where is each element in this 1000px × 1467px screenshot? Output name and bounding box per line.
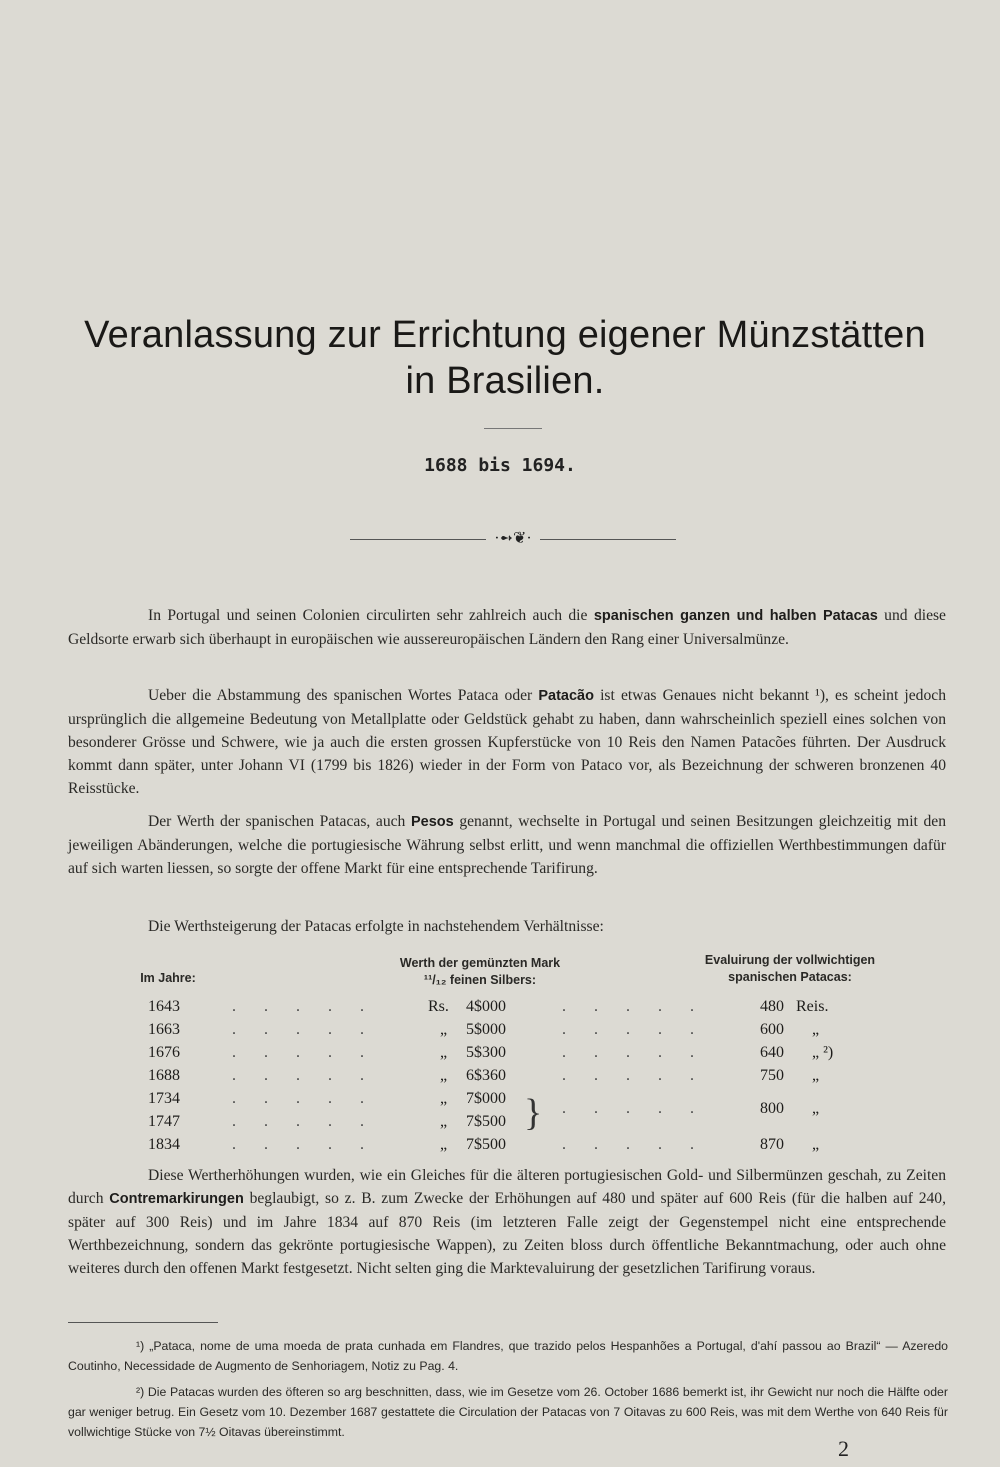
title-divider bbox=[484, 428, 542, 429]
row-unit: „ bbox=[812, 1067, 820, 1084]
row-unit: Reis. bbox=[796, 998, 829, 1015]
row-unit: „ bbox=[812, 1021, 820, 1038]
row-unit: „ bbox=[812, 1136, 820, 1153]
row-prefix: Rs. bbox=[428, 998, 449, 1015]
table-header-mark bbox=[360, 955, 600, 989]
ornament-rule-left bbox=[350, 539, 486, 540]
row-reis-value: 870 bbox=[760, 1136, 784, 1153]
title-line-2: in Brasilien. bbox=[405, 360, 605, 402]
ornament-rule-right bbox=[540, 539, 676, 540]
row-dots-left: . . . . . bbox=[232, 1136, 364, 1153]
table-header-year: Im Jahre: bbox=[140, 971, 196, 985]
table-row bbox=[0, 1136, 1000, 1159]
paragraph-1-text-a: In Portugal und seinen Colonien circulirten sehr zahlreich auch die bbox=[148, 607, 594, 624]
paragraph-3 bbox=[68, 810, 946, 880]
row-mark-value: 4$000 bbox=[466, 998, 506, 1015]
period-subtitle: 1688 bis 1694. bbox=[424, 455, 576, 476]
paragraph-5-text-a: Diese Wertherhöhungen wurden, wie ein Gleiches für die älteren portugiesischen Gold- und Silbermünzen geschah, zu Zeiten durch bbox=[68, 1167, 946, 1207]
merge-brace: } bbox=[524, 1092, 543, 1134]
paragraph-4: Die Werthsteigerung der Patacas erfolgte in nachstehendem Verhältnisse: bbox=[148, 918, 604, 935]
row-prefix: „ bbox=[440, 1136, 448, 1153]
row-reis-value: 480 bbox=[760, 998, 784, 1015]
row-mark-value: 5$300 bbox=[466, 1044, 506, 1061]
table-header-mark-line-2: ¹¹/₁₂ feinen Silbers: bbox=[423, 973, 537, 987]
row-dots-right: . . . . . bbox=[562, 1044, 694, 1061]
table-row bbox=[0, 1067, 1000, 1090]
row-prefix: „ bbox=[440, 1113, 448, 1130]
row-unit: „ bbox=[812, 1100, 820, 1117]
paragraph-5-bold: Contremarkirungen bbox=[109, 1191, 244, 1207]
paragraph-2-text-a: Ueber die Abstammung des spanischen Wortes Pataca oder bbox=[148, 687, 539, 704]
row-unit: „ ²) bbox=[812, 1044, 834, 1061]
row-prefix: „ bbox=[440, 1090, 448, 1107]
row-reis-value: 640 bbox=[760, 1044, 784, 1061]
row-dots-left: . . . . . bbox=[232, 1044, 364, 1061]
row-reis-value: 750 bbox=[760, 1067, 784, 1084]
row-dots-left: . . . . . bbox=[232, 1113, 364, 1130]
table-header-eval-line-2: spanischen Patacas: bbox=[728, 970, 852, 984]
paragraph-1 bbox=[68, 604, 946, 651]
row-dots-left: . . . . . bbox=[232, 1067, 364, 1084]
paragraph-2 bbox=[68, 684, 946, 800]
row-year: 1688 bbox=[148, 1067, 180, 1084]
page-number: 2 bbox=[838, 1436, 849, 1461]
row-year: 1734 bbox=[148, 1090, 180, 1107]
paragraph-5 bbox=[68, 1164, 946, 1280]
row-mark-value: 5$000 bbox=[466, 1021, 506, 1038]
paragraph-3-text-a: Der Werth der spanischen Patacas, auch bbox=[148, 813, 411, 830]
row-prefix: „ bbox=[440, 1067, 448, 1084]
row-mark-value: 7$500 bbox=[466, 1113, 506, 1130]
ornament-glyph: ·➻❦· bbox=[494, 530, 532, 547]
table-row-merged bbox=[0, 1100, 1000, 1123]
title-line-1: Veranlassung zur Errichtung eigener Münzstätten bbox=[84, 314, 926, 356]
row-prefix: „ bbox=[440, 1044, 448, 1061]
page-title bbox=[40, 312, 970, 404]
paragraph-2-text-c: ist etwas Genaues nicht bekannt ¹), es scheint jedoch ursprünglich die allgemeine Bedeutung von Metallplatte oder Geldstück gehabt zu haben, dann wahrscheinlich speziell eines solchen von besonderer Grösse und Schwere, wie ja auch die ersten grossen Kupferstücke von 10 Reis den Namen Patacões führten. Der Ausdruck kommt dann später, unter Johann VI (1799 bis 1826) wieder in der Form von Pataco vor, als Bezeichnung der schweren bronzenen 40 Reisstücke. bbox=[68, 687, 946, 797]
row-dots-right: . . . . . bbox=[562, 1067, 694, 1084]
row-year: 1747 bbox=[148, 1113, 180, 1130]
table-header-mark-line-1: Werth der gemünzten Mark bbox=[399, 956, 561, 970]
table-row bbox=[0, 1021, 1000, 1044]
paragraph-1-bold: spanischen ganzen und halben Patacas bbox=[593, 608, 878, 624]
row-mark-value: 7$500 bbox=[466, 1136, 506, 1153]
paragraph-2-bold: Patacão bbox=[538, 688, 594, 704]
table-row bbox=[0, 1044, 1000, 1067]
table-header-eval-line-1: Evaluirung der vollwichtigen bbox=[704, 953, 876, 967]
footnote-1: ¹) „Pataca, nome de uma moeda de prata cunhada em Flandres, que trazido pelos Hespanhões a Portugal, d'ahí passou ao Brazil“ — Azeredo Coutinho, Necessidade de Augmento de Senhoriagem, Notiz zu Pag. 4. bbox=[68, 1339, 948, 1373]
row-year: 1676 bbox=[148, 1044, 180, 1061]
paragraph-1-text-c: und diese Geldsorte erwarb sich überhaupt in europäischen wie aussereuropäischen Ländern den Rang einer Universalmünze. bbox=[68, 607, 946, 648]
row-year: 1643 bbox=[148, 998, 180, 1015]
footnote-2: ²) Die Patacas wurden des öfteren so arg beschnitten, dass, wie im Gesetze vom 26. October 1686 bemerkt ist, ihr Gewicht nur noch die Hälfte oder gar weniger betrug. Ein Gesetz vom 10. Dezember 1687 gestattete die Circulation der Patacas von 7 Oitavas zu 600 Reis, was mit dem Werthe von 640 Reis für vollwichtige Stücke von 7½ Oitavas übereinstimmt. bbox=[68, 1385, 948, 1439]
row-dots-left: . . . . . bbox=[232, 1021, 364, 1038]
row-dots-left: . . . . . bbox=[232, 1090, 364, 1107]
row-reis-value: 800 bbox=[760, 1100, 784, 1117]
row-year: 1834 bbox=[148, 1136, 180, 1153]
row-dots-right: . . . . . bbox=[562, 998, 694, 1015]
row-dots-right: . . . . . bbox=[562, 1021, 694, 1038]
row-mark-value: 6$360 bbox=[466, 1067, 506, 1084]
row-dots-right: . . . . . bbox=[562, 1136, 694, 1153]
row-dots-left: . . . . . bbox=[232, 998, 364, 1015]
row-year: 1663 bbox=[148, 1021, 180, 1038]
row-reis-value: 600 bbox=[760, 1021, 784, 1038]
table-header-evaluation bbox=[675, 952, 905, 986]
paragraph-3-bold: Pesos bbox=[410, 814, 454, 830]
table-row bbox=[0, 998, 1000, 1021]
row-mark-value: 7$000 bbox=[466, 1090, 506, 1107]
row-dots-right: . . . . . bbox=[562, 1100, 694, 1117]
row-prefix: „ bbox=[440, 1021, 448, 1038]
paragraph-3-text-c: genannt, wechselte in Portugal und seinen Besitzungen gleichzeitig mit den jeweiligen Abänderungen, welche die portugiesische Währung selbst erlitt, und wenn manchmal die offiziellen Werthbestimmungen dafür auf sich warten liessen, so sorgte der offene Markt für eine entsprechende Tarifirung. bbox=[68, 813, 946, 877]
footnote-divider bbox=[68, 1322, 218, 1323]
paragraph-5-text-c: beglaubigt, so z. B. zum Zwecke der Erhöhungen auf 480 und später auf 600 Reis (für die halben auf 240, später auf 300 Reis) und im Jahre 1834 auf 870 Reis (im letzteren Falle zeigt der Gegenstempel nicht eine entsprechende Werthbezeichnung, sondern das gekrönte portugiesische Wappen), zu Zeiten bloss durch öffentliche Bekanntmachung, oder auch ohne weiteres durch den offenen Markt festgesetzt. Nicht selten ging die Marktevaluirung der gesetzlichen Tarifirung voraus. bbox=[68, 1190, 947, 1277]
